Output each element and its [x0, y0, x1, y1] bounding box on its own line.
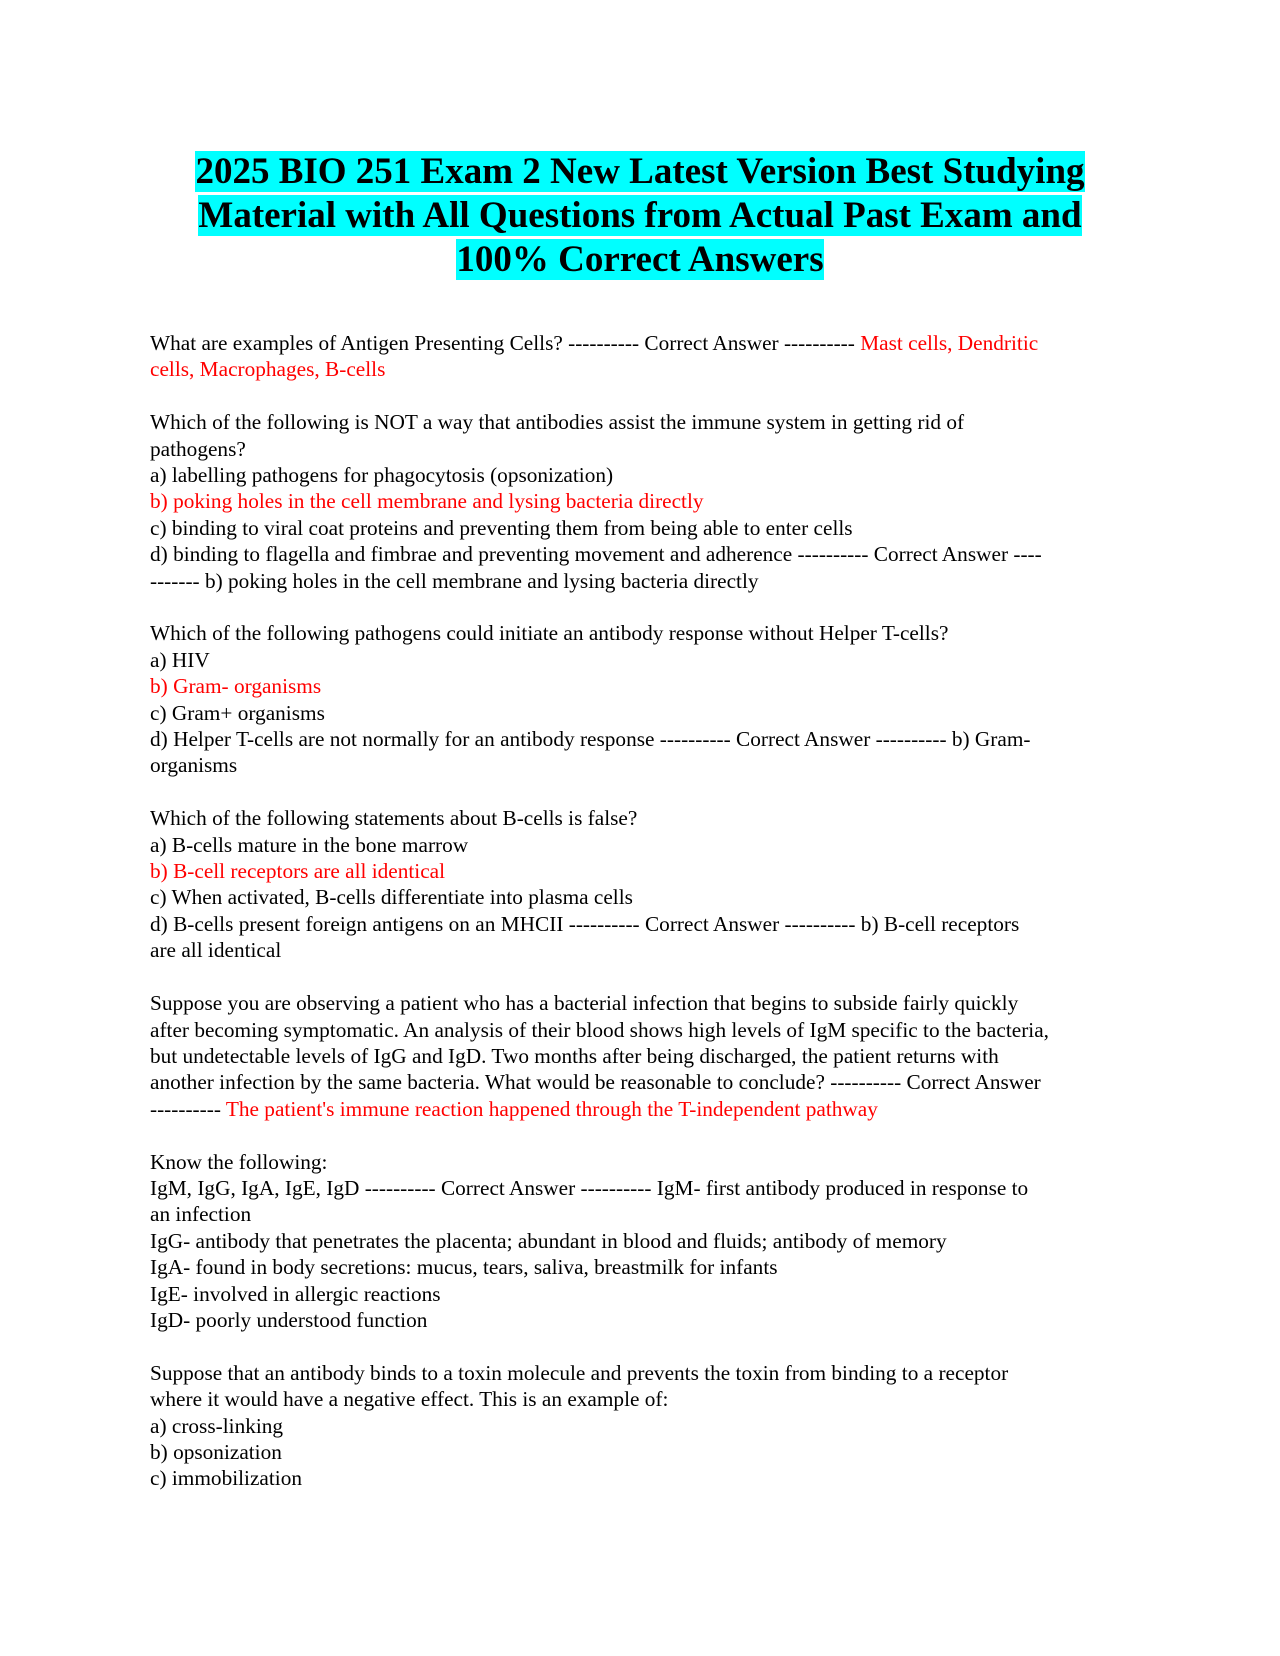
body-text: Which of the following pathogens could initiate an antibody response without Helper T-cells? — [150, 621, 949, 646]
text-line — [150, 832, 1135, 858]
body-text: an infection — [150, 1202, 252, 1227]
body-text: where it would have a negative effect. This is an example of: — [150, 1387, 669, 1412]
text-line — [150, 1386, 1135, 1412]
text-line — [150, 805, 1135, 831]
text-line — [150, 620, 1135, 646]
text-line — [150, 1465, 1135, 1491]
body-text: a) labelling pathogens for phagocytosis (opsonization) — [150, 463, 614, 488]
body-text: c) When activated, B-cells differentiate into plasma cells — [150, 885, 633, 910]
body-text: but undetectable levels of IgG and IgD. Two months after being discharged, the patient returns with — [150, 1043, 999, 1068]
body-text: d) B-cells present foreign antigens on an MHCII ---------- Correct Answer ---------- b) B-cell receptors — [150, 911, 1020, 936]
text-line — [150, 436, 1135, 462]
body-text: IgD- poorly understood function — [150, 1307, 428, 1332]
body-text: c) Gram+ organisms — [150, 700, 325, 725]
body-text: a) cross-linking — [150, 1413, 284, 1438]
text-line — [150, 1175, 1135, 1201]
body-text: ------- b) poking holes in the cell membrane and lysing bacteria directly — [150, 568, 759, 593]
text-line — [150, 568, 1135, 594]
body-text: a) B-cells mature in the bone marrow — [150, 832, 469, 857]
answer-text: b) B-cell receptors are all identical — [150, 859, 446, 884]
document-body — [150, 330, 1135, 1518]
text-line — [150, 911, 1135, 937]
text-line — [150, 1360, 1135, 1386]
answer-text: The patient's immune reaction happened through the T-independent pathway — [225, 1096, 878, 1121]
text-line — [150, 1149, 1135, 1175]
qa-block — [150, 1149, 1135, 1334]
body-text: are all identical — [150, 938, 282, 963]
text-line — [150, 1307, 1135, 1333]
text-line — [150, 937, 1135, 963]
body-text: c) immobilization — [150, 1466, 303, 1491]
text-line — [150, 1254, 1135, 1280]
text-line — [150, 356, 1135, 382]
answer-text: b) Gram- organisms — [150, 674, 322, 699]
text-line — [150, 1096, 1135, 1122]
text-line — [150, 990, 1135, 1016]
body-text: Suppose you are observing a patient who has a bacterial infection that begins to subside fairly quickly — [150, 991, 1019, 1016]
text-line — [150, 515, 1135, 541]
text-line — [150, 541, 1135, 567]
text-line — [150, 1069, 1135, 1095]
body-text: IgE- involved in allergic reactions — [150, 1281, 441, 1306]
text-line — [150, 1043, 1135, 1069]
answer-text: Mast cells, Dendritic — [860, 331, 1039, 355]
text-line — [150, 673, 1135, 699]
text-line — [150, 1439, 1135, 1465]
text-line — [150, 858, 1135, 884]
body-text: What are examples of Antigen Presenting Cells? ---------- Correct Answer ---------- — [150, 331, 861, 355]
text-line — [150, 700, 1135, 726]
text-line — [150, 1017, 1135, 1043]
text-line — [150, 647, 1135, 673]
body-text: Which of the following is NOT a way that antibodies assist the immune system in getting rid of — [150, 410, 965, 435]
body-text: another infection by the same bacteria. What would be reasonable to conclude? ---------- Correct Answer — [150, 1070, 1041, 1095]
body-text: IgG- antibody that penetrates the placenta; abundant in blood and fluids; antibody of memory — [150, 1228, 947, 1253]
text-line — [150, 462, 1135, 488]
qa-block — [150, 990, 1135, 1122]
answer-text: cells, Macrophages, B-cells — [150, 357, 386, 382]
text-line — [150, 1281, 1135, 1307]
document-title — [150, 150, 1130, 282]
body-text: Suppose that an antibody binds to a toxin molecule and prevents the toxin from binding to a receptor — [150, 1360, 1009, 1385]
qa-block — [150, 620, 1135, 778]
text-line — [150, 488, 1135, 514]
text-line — [150, 1201, 1135, 1227]
text-line — [150, 409, 1135, 435]
text-line — [150, 330, 1135, 356]
body-text: Which of the following statements about B-cells is false? — [150, 806, 638, 831]
qa-block — [150, 1360, 1135, 1492]
qa-block — [150, 409, 1135, 594]
qa-block — [150, 805, 1135, 963]
body-text: c) binding to viral coat proteins and preventing them from being able to enter cells — [150, 515, 853, 540]
text-line — [150, 884, 1135, 910]
body-text: ---------- — [150, 1096, 226, 1121]
body-text: IgA- found in body secretions: mucus, tears, saliva, breastmilk for infants — [150, 1255, 778, 1280]
title-line: Material with All Questions from Actual Past Exam and — [198, 195, 1082, 236]
qa-block — [150, 330, 1135, 383]
text-line — [150, 752, 1135, 778]
title-line: 100% Correct Answers — [456, 239, 824, 280]
body-text: pathogens? — [150, 436, 246, 461]
text-line — [150, 1413, 1135, 1439]
body-text: IgM, IgG, IgA, IgE, IgD ---------- Correct Answer ---------- IgM- first antibody produced in response to — [150, 1175, 1029, 1200]
body-text: a) HIV — [150, 647, 210, 672]
body-text: b) opsonization — [150, 1439, 282, 1464]
title-line: 2025 BIO 251 Exam 2 New Latest Version Best Studying — [195, 151, 1085, 192]
body-text: after becoming symptomatic. An analysis of their blood shows high levels of IgM specific to the bacteria, — [150, 1017, 1049, 1042]
body-text: d) binding to flagella and fimbrae and preventing movement and adherence ---------- Correct Answer ---- — [150, 542, 1042, 567]
answer-text: b) poking holes in the cell membrane and lysing bacteria directly — [150, 489, 704, 514]
body-text: organisms — [150, 753, 238, 778]
text-line — [150, 1228, 1135, 1254]
body-text: d) Helper T-cells are not normally for an antibody response ---------- Correct Answer ---------- b) Gram- — [150, 727, 1031, 752]
text-line — [150, 726, 1135, 752]
body-text: Know the following: — [150, 1149, 328, 1174]
